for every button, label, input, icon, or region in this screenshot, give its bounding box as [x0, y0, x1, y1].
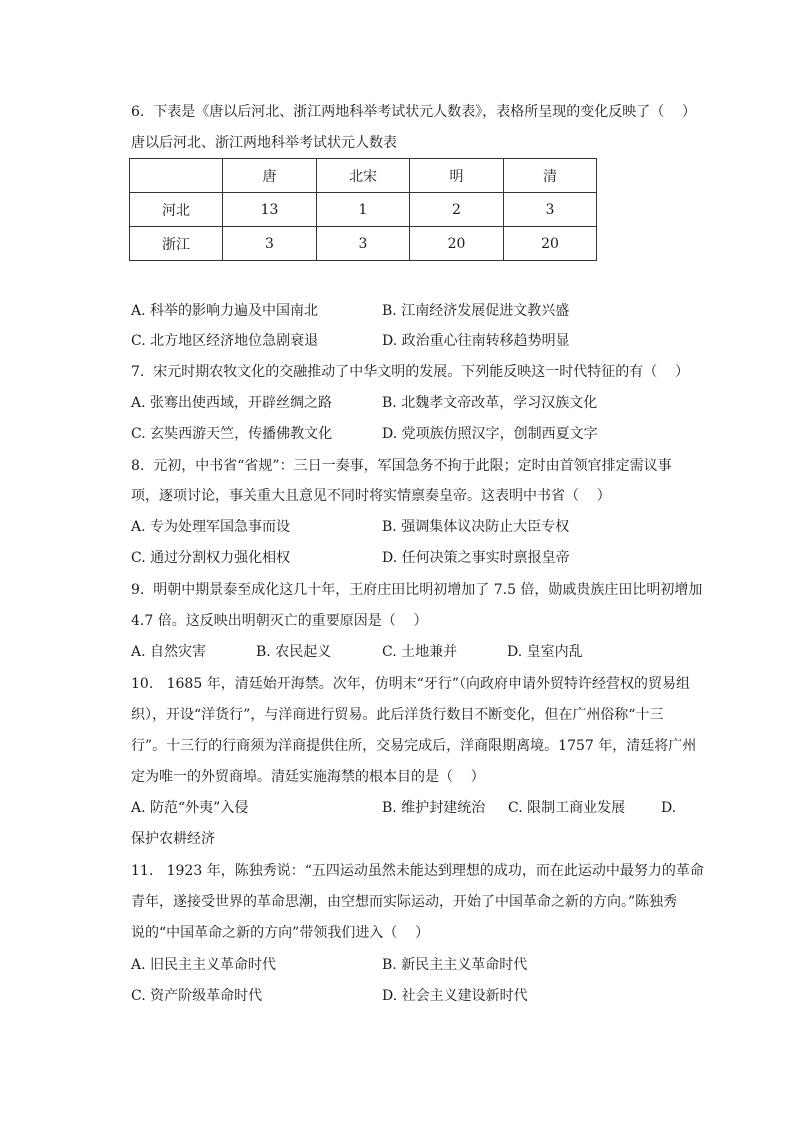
- question-8-stem-line1: 8. 元初，中书省“省规”：三日一奏事，军国急务不拘于此限；定时由首领官排定需议事: [131, 458, 672, 474]
- question-8-stem-line2: 项，逐项讨论，事关重大且意见不同时将实情禀奏皇帝。这表明中书省（ ）: [131, 488, 611, 504]
- question-10-stem-line4: 定为唯一的外贸商埠。清廷实施海禁的根本目的是（ ）: [131, 769, 485, 785]
- champion-count-table: [129, 158, 597, 261]
- question-10-stem-line1: 10. 1685 年，清廷始开海禁。次年，仿明末“牙行”（向政府申请外贸特许经营权的贸易组: [131, 676, 691, 692]
- q8-option-c: C. 通过分割权力强化相权: [131, 550, 291, 566]
- table-header-cell: 唐: [223, 159, 317, 193]
- question-7-stem: 7. 宋元时期农牧文化的交融推动了中华文明的发展。下列能反映这一时代特征的有（ ）: [131, 364, 690, 380]
- q10-option-b: B. 维护封建统治: [382, 800, 486, 816]
- q7-option-b: B. 北魏孝文帝改革，学习汉族文化: [382, 395, 598, 411]
- q6-option-a: A. 科举的影响力遍及中国南北: [131, 303, 319, 319]
- q6-option-d: D. 政治重心往南转移趋势明显: [382, 333, 570, 349]
- q6-option-b: B. 江南经济发展促进文教兴盛: [382, 303, 570, 319]
- q11-option-b: B. 新民主主义革命时代: [382, 957, 528, 973]
- table-header-cell: 北宋: [317, 159, 410, 193]
- q11-option-c: C. 资产阶级革命时代: [131, 988, 263, 1004]
- table-header-row: [130, 159, 597, 193]
- question-9-stem-line1: 9. 明朝中期景泰至成化这几十年，王府庄田比明初增加了 7.5 倍，勋戚贵族庄田比明初增加: [131, 582, 703, 598]
- q9-option-d: D. 皇室内乱: [507, 644, 583, 660]
- question-6-stem: 6. 下表是《唐以后河北、浙江两地科举考试状元人数表》，表格所呈现的变化反映了（ ）: [131, 104, 697, 120]
- q9-option-c: C. 土地兼并: [382, 644, 458, 660]
- q11-option-a: A. 旧民主主义革命时代: [131, 957, 277, 973]
- table-row: [130, 193, 597, 227]
- table-cell: 浙江: [130, 227, 223, 261]
- q7-option-a: A. 张骞出使西域，开辟丝绸之路: [131, 395, 333, 411]
- table-cell: 1: [317, 193, 410, 227]
- table-header-cell: 明: [410, 159, 504, 193]
- q7-option-c: C. 玄奘西游天竺，传播佛教文化: [131, 426, 333, 442]
- question-11-stem-line1: 11. 1923 年，陈独秀说：“五四运动虽然未能达到理想的成功，而在此运动中最努力的革命: [131, 863, 704, 879]
- table-header-cell: 清: [504, 159, 597, 193]
- q8-option-d: D. 任何决策之事实时禀报皇帝: [382, 550, 570, 566]
- table-cell: 13: [223, 193, 317, 227]
- table-cell: 20: [410, 227, 504, 261]
- q10-option-d-text: 保护农耕经济: [131, 831, 215, 847]
- q9-option-b: B. 农民起义: [256, 644, 332, 660]
- table-row: [130, 227, 597, 261]
- q8-option-a: A. 专为处理军国急事而设: [131, 519, 291, 535]
- table-cell: 3: [317, 227, 410, 261]
- question-9-stem-line2: 4.7 倍。这反映出明朝灭亡的重要原因是（ ）: [131, 613, 428, 629]
- q10-option-c: C. 限制工商业发展: [508, 800, 626, 816]
- q11-option-d: D. 社会主义建设新时代: [382, 988, 528, 1004]
- table-cell: 20: [504, 227, 597, 261]
- q10-option-d-label: D.: [661, 800, 677, 816]
- q9-option-a: A. 自然灾害: [131, 644, 207, 660]
- q6-option-c: C. 北方地区经济地位急剧衰退: [131, 333, 319, 349]
- question-10-stem-line2: 织），开设“洋货行”，与洋商进行贸易。此后洋货行数目不断变化，但在广州俗称“十三: [131, 707, 664, 723]
- table-header-cell: [130, 159, 223, 193]
- q10-option-a: A. 防范“外夷”入侵: [131, 800, 249, 816]
- table-cell: 3: [504, 193, 597, 227]
- table-cell: 2: [410, 193, 504, 227]
- question-11-stem-line3: 说的“中国革命之新的方向”带领我们进入（ ）: [131, 925, 430, 941]
- q8-option-b: B. 强调集体议决防止大臣专权: [382, 519, 570, 535]
- table-cell: 河北: [130, 193, 223, 227]
- question-10-stem-line3: 行”。十三行的行商须为洋商提供住所，交易完成后，洋商限期离境。1757 年，清廷将广州: [131, 738, 697, 754]
- table-cell: 3: [223, 227, 317, 261]
- q7-option-d: D. 党项族仿照汉字，创制西夏文字: [382, 426, 598, 442]
- question-11-stem-line2: 青年，遂接受世界的革命思潮，由空想而实际运动，开始了中国革命之新的方向。”陈独秀: [131, 894, 678, 910]
- table-title: 唐以后河北、浙江两地科举考试状元人数表: [131, 135, 397, 151]
